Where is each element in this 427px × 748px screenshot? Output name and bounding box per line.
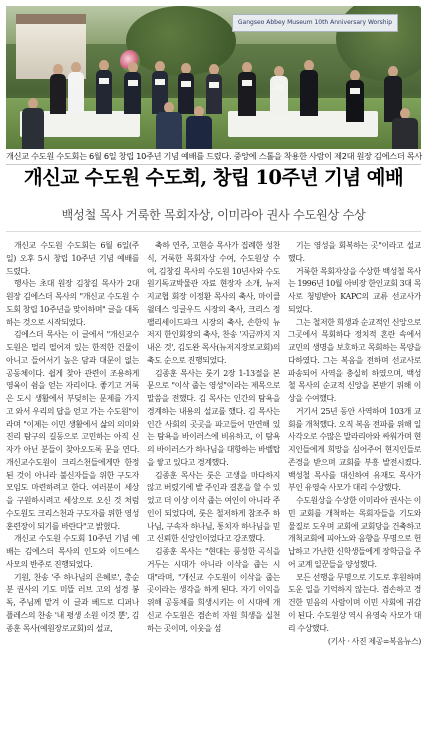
photo-person <box>50 64 66 114</box>
event-banner: Gangseo Abbey Museum 10th Anniversary Worship <box>232 14 398 32</box>
paragraph: 김종훈 목사는 "현대는 풍성한 곡식을 거두는 시대가 아니라 이삭을 줍는 시대"라며, "개신교 수도원이 이삭을 줍는 곳이라는 생각을 하게 된다. 자기 이익을 위해 공동체를 희생시키는 이 시대에 개신교 수도원은 겸손히 자원 희생을 실천하는 곳이며, 이웃을 섬 <box>147 547 280 633</box>
paragraph: 행사는 초대 원장 김창길 목사가 2대 원장 김에스더 목사의 "개신교 수도원 수도회 창립 10주년을 맞이하며" 글을 대독하는 것으로 시작되었다. <box>6 279 139 327</box>
paragraph: 거기서 25년 동안 사역하며 103개 교회를 개척했다. 오직 복음 전파를 위해 일사각오로 수많은 말라리아와 싸워가며 현지인들에게 희망을 심어주어 현지인들로 존경을 받으며 교회를 부흥 발전시켰다. 백성철 목사를 대신하여 유재도 목사가 부인 유영숙 사모가 대리 수상했다. <box>288 406 421 493</box>
photo-caption: 개신교 수도원 수도회는 6월 6일 창립 10주년 기념 예배를 드렸다. 중앙에 스톨을 착용한 사람이 제2대 원장 김에스더 목사 <box>6 151 423 161</box>
paragraph: 그는 철저한 희생과 순교적인 신앙으로 그곳에서 목회하다 정치적 혼란 속에서 교민의 생명을 보호하고 목회하는 목양을 다하였다. 그는 복음을 전하며 선교사로 파송되어 사역을 충실히 하였으며, 백성철 목사의 순교적 신앙을 본받기 위해 이 상을 수여했다. <box>288 317 421 403</box>
photo-person <box>392 108 418 149</box>
photo-person <box>270 66 288 116</box>
photo-person <box>68 62 84 114</box>
paragraph: 축하 연주, 고현승 목사가 집례한 성찬식, 거룩한 목회자상 수여, 수도원상 수여, 김창길 목사의 수도원 10년사와 수도원기독교박물관 자료 현장자 소개, 뉴저지교협 회장 이정환 목사의 축사, 마이클 윌데스 잉글우드 시장의 축사, 크리스 정 팰리세이드파크 시장의 축사, 손한익 뉴저지 한인회장의 축사, 찬송 '지금까지 지내온 것', 김도완 목사(뉴저지장로교회)의 축도 순으로 진행되었다. <box>147 241 280 365</box>
photo-credit: (기사 · 사진 제공=복음뉴스) <box>327 637 421 647</box>
paragraph: 김종훈 목사는 룻기 2장 1-13절을 본문으로 "이삭 줍는 영성"이라는 제목으로 말씀을 전했다. 김 목사는 인간의 탐욕을 경계하는 내용의 설교를 했다. 김 목사는 인간 사회의 곳곳을 파고들어 만연해 있는 탐욕을 바이러스에 비유하고, 이 탐욕의 바이러스가 하나님을 대항하는 바벨탑을 쌓고 있다고 경계했다. <box>147 368 280 467</box>
article-body <box>6 240 421 728</box>
paragraph: 개신교 수도원 수도회 10주년 기념 예배는 김에스더 목사의 인도와 이드에스 사모의 반주로 진행되었다. <box>6 534 139 569</box>
photo-person <box>156 102 182 149</box>
article-subhead: 백성철 목사 거룩한 목회자상, 이미라아 권사 수도원상 수상 <box>61 208 366 222</box>
photo-person <box>124 62 141 114</box>
body-column-1 <box>6 240 139 728</box>
divider <box>6 231 421 232</box>
body-column-3 <box>288 240 421 728</box>
paragraph: 모든 선행을 무명으로 기도로 후원하며 도운 일을 기억하지 않는다. 겸손하고 경건한 믿음의 사람이며 이민 사회에 귀감이 된다. 수도원상 역시 유영숙 사모가 대리 수상했다. <box>288 572 421 633</box>
paragraph: 개신교 수도원 수도회는 6월 6일(주일) 오후 5시 창립 10주년 기념 예배를 드렸다. <box>6 241 139 276</box>
photo-person <box>186 106 212 149</box>
paragraph: 기는 영성을 회복하는 곳"이라고 설교했다. <box>288 241 421 263</box>
photo-person-center <box>238 62 256 116</box>
article-photo <box>6 6 421 149</box>
body-column-2 <box>147 240 280 728</box>
photo-person <box>96 60 112 114</box>
paragraph: 기원, 찬송 '주 하나님의 은혜로', 총순분 권사의 기도 미뜰 러브 고의 성경 봉독, 주님께 맡겨 이 글과 베드로 디퍼나 플레스의 찬송 '내 평생 소원 이것 뿐', 김종훈 목사(예원장로교회)의 설교, <box>6 572 139 633</box>
photo-person <box>22 98 44 149</box>
paragraph: 김에스더 목사는 이 글에서 "개신교수도원은 멀리 떨어져 있는 한적한 건물이 아니고 들어서기 높은 담과 대문이 없는 공동체이다. 쉽게 찾아 관련이 조용하게 영육이 쉼을 얻는 자리이다. 좋기고 거룩은 도시 생활에서 부딪히는 문제를 가지고 와서 우리의 답을 얻고 가는 수도원"이라며 "이제는 이민 생활에서 삶의 의미와 진리 탐구의 길동으로 고민하는 아직 신자가 아닌 분들이 찾아오도록 문을 연다. 개신교수도원이 크리스천들에게만 한정된 것이 아니라 불신자들을 위한 구도자 모임도 마련하려고 한다. 여러분이 세상을 구원하시려고 세상으로 오신 것 처럼 수도원도 크리스천과 구도자를 위한 영성 훈련장이 되기를 바란다"고 밝혔다. <box>6 330 139 531</box>
article-headline: 개신교 수도원 수도회, 창립 10주년 기념 예배 <box>23 166 404 189</box>
paragraph: 수도원상을 수상한 이미라아 권사는 이민 교회를 개척하는 목회자들을 기도와 물질로 도우며 교회에 교회당을 건축하고 개척교회에 피아노와 음향을 무명으로 헌납하고 가난한 신학생들에게 장학금을 주어 교계 일꾼들을 양성했다. <box>288 496 421 569</box>
photo-person <box>346 70 364 122</box>
paragraph: 거룩한 목회자상을 수상한 백성철 목사는 1996년 10월 아비장 한인교회 3대 목사로 청빙받아 KAPC의 교류 선교사가 되었다. <box>288 266 421 314</box>
photo-person <box>300 60 318 116</box>
paragraph: 김종훈 목사는 룻은 고생을 마다하지 않고 버렸기에 밭 주인과 결혼을 할 수 있었고 더 이상 이삭 줍는 여인이 아니라 주인이 되었다며, 룻은 철저하게 참조주 하나님, 구속자 하나님, 통치자 하나님을 믿고 신뢰한 신앙인이었다고 강조했다. <box>147 470 280 544</box>
